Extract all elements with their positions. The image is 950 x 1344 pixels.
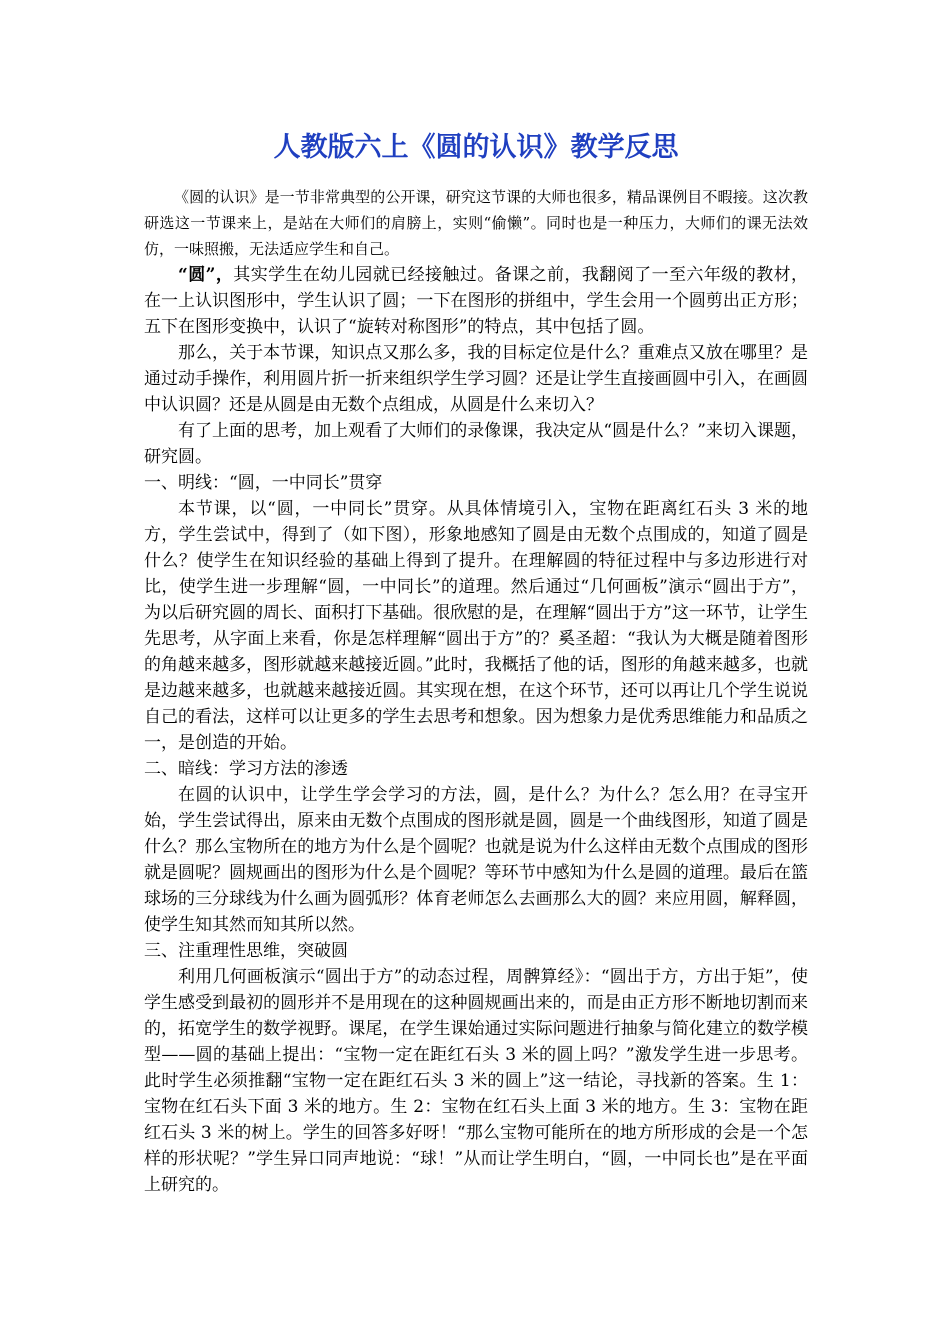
section-heading-3: 三、注重理性思维，突破圆 [144, 941, 348, 961]
paragraph-5: 在圆的认识中，让学生学会学习的方法，圆，是什么？为什么？怎么用？在寻宝开始，学生尝试得出，原来由无数个点围成的图形就是圆，圆是一个曲线图形，知道了圆是什么？那么宝物所在的地方为什么是个圆呢？也就是说为什么这样由无数个点围成的图形就是圆呢？圆规画出的图形为什么是个圆呢？等环节中感知为什么是圆的道理。最后在篮球场的三分球线为什么画为圆弧形？体育老师怎么去画那么大的圆？来应用圆，解释圆，使学生知其然而知其所以然。 [144, 785, 808, 935]
paragraph-1-body: 其实学生在幼儿园就已经接触过。备课之前，我翻阅了一至六年级的教材，在一上认识图形中，学生认识了圆；一下在图形的拼组中，学生会用一个圆剪出正方形；五下在图形变换中，认识了“旋转对称图形”的特点，其中包括了圆。 [144, 265, 809, 337]
paragraph-4: 本节课，以“圆，一中同长”贯穿。从具体情境引入，宝物在距离红石头 3 米的地方，学生尝试中，得到了（如下图），形象地感知了圆是由无数个点围成的，知道了圆是什么？使学生在知识经验的基础上得到了提升。在理解圆的特征过程中与多边形进行对比，使学生进一步理解“圆，一中同长”的道理。然后通过“几何画板”演示“圆出于方”，为以后研究圆的周长、面积打下基础。很欣慰的是，在理解“圆出于方”这一环节，让学生先思考，从字面上来看，你是怎样理解“圆出于方”的？奚圣超：“我认为大概是随着图形的角越来越多，图形就越来越接近圆。”此时，我概括了他的话，图形的角越来越多，也就是边越来越多，也就越来越接近圆。其实现在想，在这个环节，还可以再让几个学生说说自己的看法，这样可以让更多的学生去思考和想象。因为想象力是优秀思维能力和品质之一，是创造的开始。 [144, 499, 808, 753]
paragraph-3: 有了上面的思考，加上观看了大师们的录像课，我决定从“圆是什么？”来切入课题，研究圆。 [144, 421, 808, 467]
paragraph-1-lead: “圆”， [178, 265, 234, 285]
section-heading-2: 二、暗线：学习方法的渗透 [144, 759, 348, 779]
document-page [144, 128, 808, 1198]
paragraph-2: 那么，关于本节课，知识点又那么多，我的目标定位是什么？重难点又放在哪里？是通过动手操作，利用圆片折一折来组织学生学习圆？还是让学生直接画圆中引入，在画圆中认识圆？还是从圆是由无数个点组成，从圆是什么来切入？ [144, 343, 808, 415]
intro-paragraph: 《圆的认识》是一节非常典型的公开课，研究这节课的大师也很多，精品课例目不暇接。这次教研选这一节课来上，是站在大师们的肩膀上，实则“偷懒”。同时也是一种压力，大师们的课无法效仿，一味照搬，无法适应学生和自己。 [144, 188, 808, 258]
document-title: 人教版六上《圆的认识》教学反思 [273, 132, 679, 163]
paragraph-6: 利用几何画板演示“圆出于方”的动态过程，周髀算经》：“圆出于方，方出于矩”，使学生感受到最初的圆形并不是用现在的这种圆规画出来的，而是由正方形不断地切割而来的，拓宽学生的数学视野。课尾，在学生课始通过实际问题进行抽象与简化建立的数学模型——圆的基础上提出：“宝物一定在距红石头 3 米的圆上吗？”激发学生进一步思考。此时学生必须推翻“宝物一定在距红石头 3 米的圆上”这一结论，寻找新的答案。生 1：宝物在红石头下面 3 米的地方。生 2：宝物在红石头上面 3 米的地方。生 3：宝物在距红石头 3 米的树上。学生的回答多好呀！“那么宝物可能所在的地方所形成的会是一个怎样的形状呢？”学生异口同声地说：“球！”从而让学生明白，“圆，一中同长也”是在平面上研究的。 [144, 967, 808, 1195]
section-heading-1: 一、明线：“圆，一中同长”贯穿 [144, 473, 383, 493]
paragraph-1 [144, 262, 808, 340]
